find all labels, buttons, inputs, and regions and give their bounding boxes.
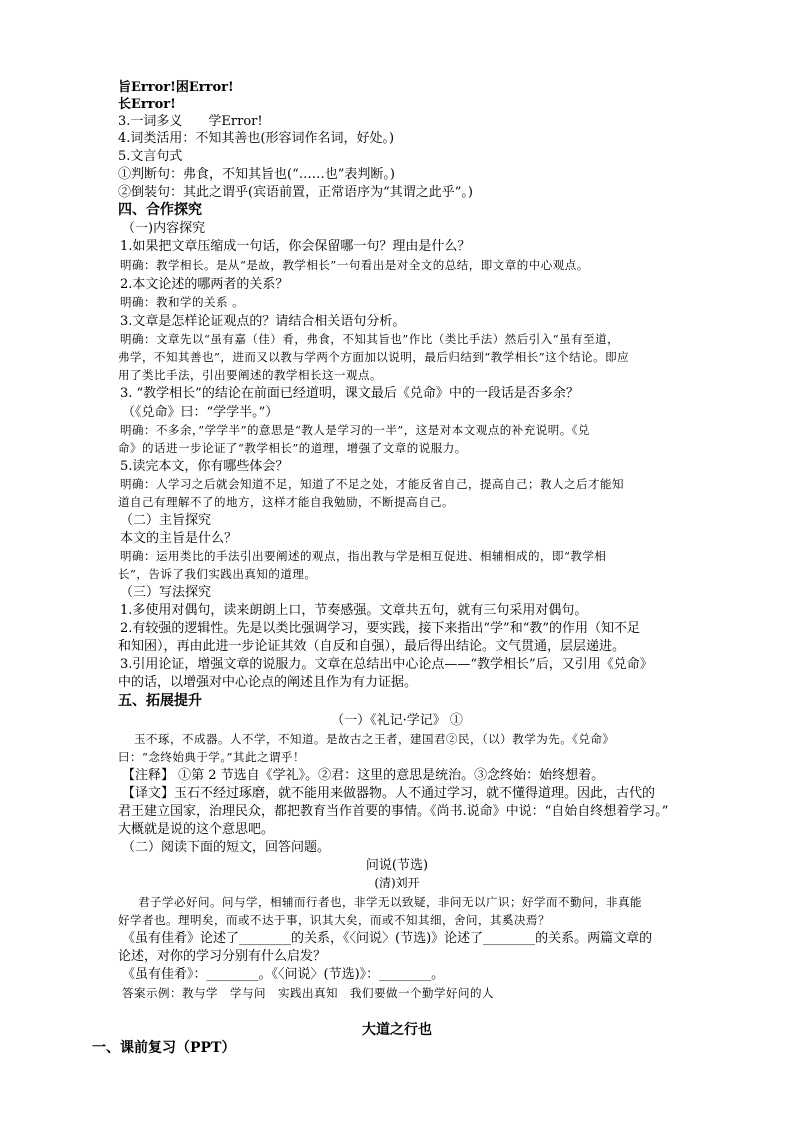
text-line: 和知困），再由此进一步论证其效（自反和自强），最后得出结论。文气贯通，层层递进。 <box>118 639 626 654</box>
question-line: 《虽有佳肴》：________。《〈问说〉(节选)》：________。 <box>122 967 445 982</box>
text-line: 弗学，不知其善也”，进而又以教与学两个方面加以说明，最后归结到“教学相长”这个结论。即应 <box>118 350 630 364</box>
text-line: 明确：文章先以“虽有嘉（佳）肴，弗食，不知其旨也”作比（类比手法）然后引入“虽有至道， <box>120 332 620 346</box>
text-line: 君王建立国家，治理民众，都把教育当作首要的事情。《尚书.说命》中说：“自始自终想着学习。” <box>118 804 669 819</box>
subsection-heading: （二）阅读下面的短文，回答问题。 <box>122 840 331 855</box>
text-line: （《兑命》曰：“学学半。”） <box>122 405 279 420</box>
section-heading: 五、拓展提升 <box>118 693 202 709</box>
question-line: 论述，对你的学习分别有什么启发？ <box>118 949 327 964</box>
question-line: 《虽有佳肴》论述了________的关系，《〈问说〉(节选)》论述了________的关系。两篇文章的 <box>122 931 653 946</box>
text-line: 3.一词多义 学Error! <box>118 114 263 129</box>
lesson-title: 大道之行也 <box>362 1022 432 1038</box>
text-line: 君子学必好问。问与学，相辅而行者也，非学无以致疑，非问无以广识；好学而不勤问，非真能 <box>138 895 642 909</box>
text-line: 1.多使用对偶句，读来朗朗上口，节奏感强。文章共五句，就有三句采用对偶句。 <box>120 603 588 618</box>
text-line: 2.有较强的逻辑性。先是以类比强调学习，要实践，接下来指出“学”和“教”的作用（知不足 <box>120 621 640 636</box>
text-line: 命》的话进一步论证了“教学相长”的道理，增强了文章的说服力。 <box>118 441 467 455</box>
text-line: 明确：教和学的关系 。 <box>120 295 245 309</box>
text-line: 明确：人学习之后就会知道不足，知道了不足之处，才能反省自己，提高自己；教人之后才能知 <box>120 477 624 491</box>
answer-line: 答案示例：教与学 学与问 实践出真知 我们要做一个勤学好问的人 <box>122 986 494 1000</box>
text-line: ①判断句：弗食，不知其旨也(“……也”表判断。) <box>118 167 395 182</box>
subsection-heading: （一)内容探究 <box>122 221 206 236</box>
text-line: 旨Error!困Error! <box>118 80 234 95</box>
text-line: 本文的主旨是什么？ <box>120 531 238 546</box>
subsection-heading: （三）写法探究 <box>120 585 212 600</box>
text-line: 3.引用论证，增强文章的说服力。文章在总结出中心论点——“教学相长”后，又引用《兑命》 <box>120 657 653 672</box>
reading-title: 问说(节选) <box>365 858 429 873</box>
subsection-heading: （二）主旨探究 <box>120 513 212 528</box>
text-line: 3. “教学相长”的结论在前面已经道明，课文最后《兑命》中的一段话是否多余？ <box>120 386 579 401</box>
text-line: ②倒装句：其此之谓乎(宾语前置，正常语序为“其谓之此乎”。) <box>118 185 473 200</box>
text-line: 明确：不多余，”学学半”的意思是“教人是学习的一半”，这是对本文观点的补充说明。《兑 <box>120 423 591 437</box>
text-line: 好学者也。理明矣，而或不达于事，识其大矣，而或不知其细，舍问，其奚决焉？ <box>118 913 550 927</box>
text-line: 【注释】 ①第 2 节选自《学礼》。②君：这里的意思是统治。③念终始：始终想着。 <box>122 768 605 783</box>
text-line: 玉不琢，不成器。人不学，不知道。是故古之王者，建国君②民，（以）教学为先。《兑命》 <box>134 732 615 746</box>
section-heading: 一、课前复习（PPT） <box>92 1040 236 1056</box>
reading-title: （一）《礼记·学记》 ① <box>331 713 463 728</box>
section-heading: 四、合作探究 <box>118 202 202 218</box>
text-line: 长”，告诉了我们实践出真知的道理。 <box>118 567 317 581</box>
text-line: 5.文言句式 <box>118 149 183 164</box>
text-line: 大概就是说的这个意思吧。 <box>118 822 275 837</box>
text-line: 5.读完本文，你有哪些体会？ <box>120 459 289 474</box>
text-line: 用了类比手法，引出要阐述的教学相长这一观点。 <box>118 368 382 382</box>
text-line: 【译文】玉石不经过琢磨，就不能用来做器物。人不通过学习，就不懂得道理。因此，古代的 <box>122 786 656 801</box>
text-line: 3.文章是怎样论证观点的？请结合相关语句分析。 <box>120 314 406 329</box>
text-line: 明确：运用类比的手法引出要阐述的观点，指出教与学是相互促进、相辅相成的，即“教学相 <box>120 549 607 563</box>
text-line: 长Error! <box>118 97 176 112</box>
text-line: 明确：教学相长。是从“是故，教学相长”一句看出是对全文的总结，即文章的中心观点。 <box>120 258 589 272</box>
text-line: 4.词类活用：不知其善也(形容词作名词，好处。) <box>118 131 395 146</box>
text-line: 2.本文论述的哪两者的关系？ <box>120 277 289 292</box>
text-line: 中的话，以增强对中心论点的阐述且作为有力证据。 <box>118 675 418 690</box>
text-line: 道自己有理解不了的地方，这样才能自我勉励，不断提高自己。 <box>118 495 454 509</box>
text-line: 1.如果把文章压缩成一句话，你会保留哪一句？理由是什么？ <box>120 239 471 254</box>
reading-author: (清)刘开 <box>374 876 420 890</box>
text-line: 曰：“念终始典于学。”其此之谓乎！ <box>118 750 306 764</box>
